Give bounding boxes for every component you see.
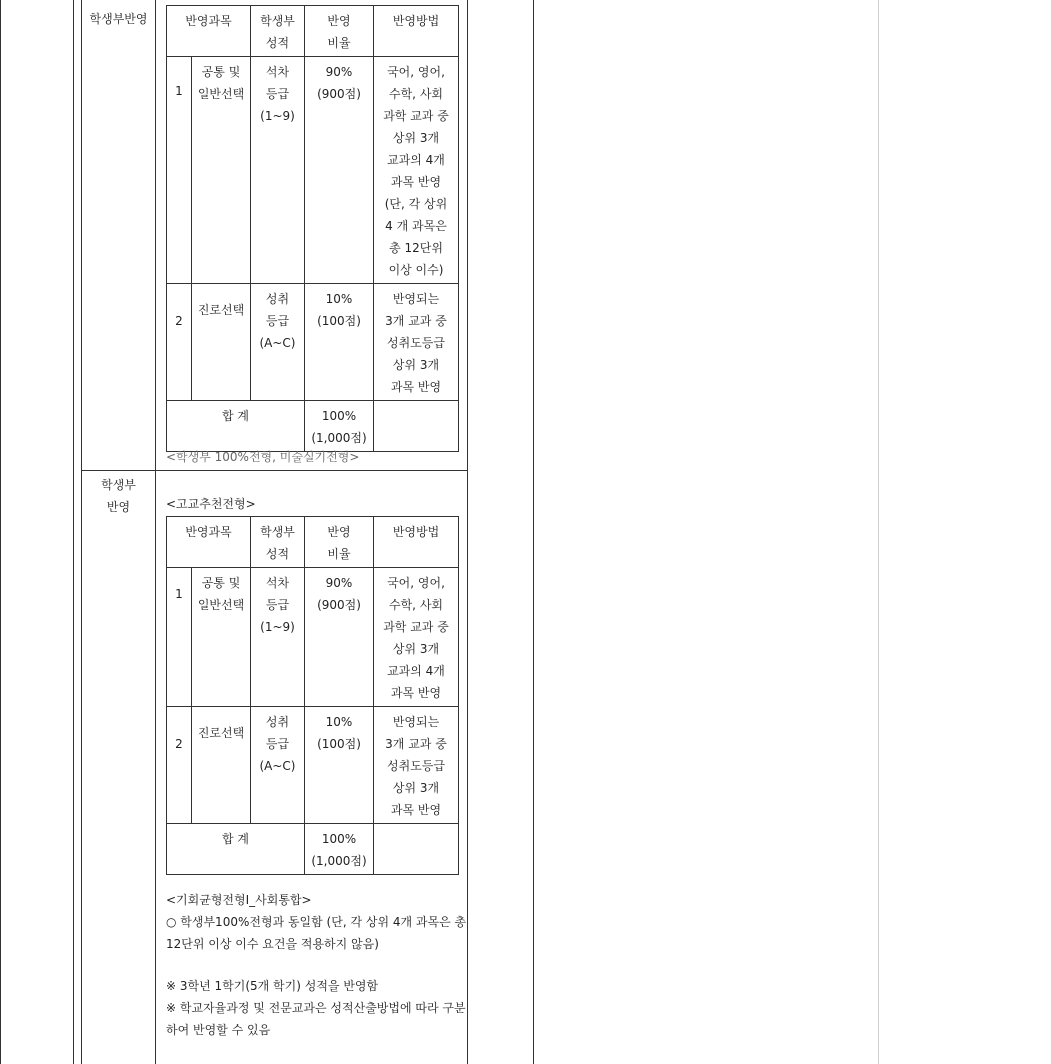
table-border-left <box>73 0 74 1064</box>
header-record: 학생부 성적 <box>251 6 305 57</box>
row-subject: 진로선택 <box>192 707 251 824</box>
header-method: 반영방법 <box>374 6 459 57</box>
remark-note: ※ 3학년 1학기(5개 학기) 성적을 반영함 <box>166 979 379 993</box>
row-method: 국어, 영어, 수학, 사회 과학 교과 중 상위 3개 교과의 4개 과목 반영 (단, 각 상위 4 개 과목은 총 12단위 이상 이수) <box>374 57 459 284</box>
section-student-record-2 <box>82 470 468 1064</box>
section-label-text: 학생부반영 <box>89 12 148 26</box>
row-grade: 석차 등급 (1~9) <box>251 57 305 284</box>
header-record: 학생부 성적 <box>251 517 305 568</box>
total-label: 합 계 <box>167 401 305 452</box>
table-row <box>167 284 459 401</box>
table-caption: <학생부 100%전형, 미술실기전형> <box>166 450 360 464</box>
opportunity-line: 12단위 이상 이수 요건을 적용하지 않음) <box>166 937 379 951</box>
header-subject: 반영과목 <box>167 517 251 568</box>
row-number: 2 <box>167 284 192 401</box>
remark-note: 하여 반영할 수 있음 <box>166 1023 271 1037</box>
total-label: 합 계 <box>167 824 305 875</box>
section-content <box>157 0 468 470</box>
section-label-text: 학생부 <box>101 478 136 492</box>
row-ratio: 10% (100점) <box>305 284 374 401</box>
table-row <box>167 568 459 707</box>
row-number: 1 <box>167 568 192 707</box>
section-content <box>157 470 468 1064</box>
table-header-row <box>167 6 459 57</box>
total-method <box>374 401 459 452</box>
row-ratio: 10% (100점) <box>305 707 374 824</box>
table-total-row <box>167 401 459 452</box>
header-method: 반영방법 <box>374 517 459 568</box>
total-ratio: 100% (1,000점) <box>305 824 374 875</box>
page-border-left <box>0 0 1 1064</box>
table-row <box>167 57 459 284</box>
row-number: 1 <box>167 57 192 284</box>
table-row <box>167 707 459 824</box>
row-subject: 공통 및 일반선택 <box>192 57 251 284</box>
row-ratio: 90% (900점) <box>305 568 374 707</box>
remark-note: ※ 학교자율과정 및 전문교과은 성적산출방법에 따라 구분 <box>166 1001 466 1015</box>
total-method <box>374 824 459 875</box>
row-method: 반영되는 3개 교과 중 성취도등급 상위 3개 과목 반영 <box>374 284 459 401</box>
opportunity-heading: <기회균형전형Ⅰ_사회통합> <box>166 893 312 907</box>
header-ratio: 반영 비율 <box>305 6 374 57</box>
section-label <box>82 470 156 1064</box>
table-total-row <box>167 824 459 875</box>
header-ratio: 반영 비율 <box>305 517 374 568</box>
section-label <box>82 0 156 470</box>
row-subject: 공통 및 일반선택 <box>192 568 251 707</box>
grade-table <box>166 5 459 452</box>
grade-table <box>166 516 459 875</box>
table-header-row <box>167 517 459 568</box>
section-heading: <고교추천전형> <box>166 497 256 511</box>
row-grade: 성취 등급 (A~C) <box>251 284 305 401</box>
page-border-right <box>878 0 879 1064</box>
opportunity-line: ○ 학생부100%전형과 동일함 (단, 각 상위 4개 과목은 총 <box>166 915 467 929</box>
row-method: 반영되는 3개 교과 중 성취도등급 상위 3개 과목 반영 <box>374 707 459 824</box>
table-border-right <box>533 0 534 1064</box>
section-student-record-1 <box>82 0 468 471</box>
header-subject: 반영과목 <box>167 6 251 57</box>
section-label-text: 반영 <box>106 500 131 514</box>
row-subject: 진로선택 <box>192 284 251 401</box>
row-method: 국어, 영어, 수학, 사회 과학 교과 중 상위 3개 교과의 4개 과목 반영 <box>374 568 459 707</box>
total-ratio: 100% (1,000점) <box>305 401 374 452</box>
row-grade: 성취 등급 (A~C) <box>251 707 305 824</box>
row-grade: 석차 등급 (1~9) <box>251 568 305 707</box>
admission-grade-section <box>82 0 468 1064</box>
row-number: 2 <box>167 707 192 824</box>
row-ratio: 90% (900점) <box>305 57 374 284</box>
